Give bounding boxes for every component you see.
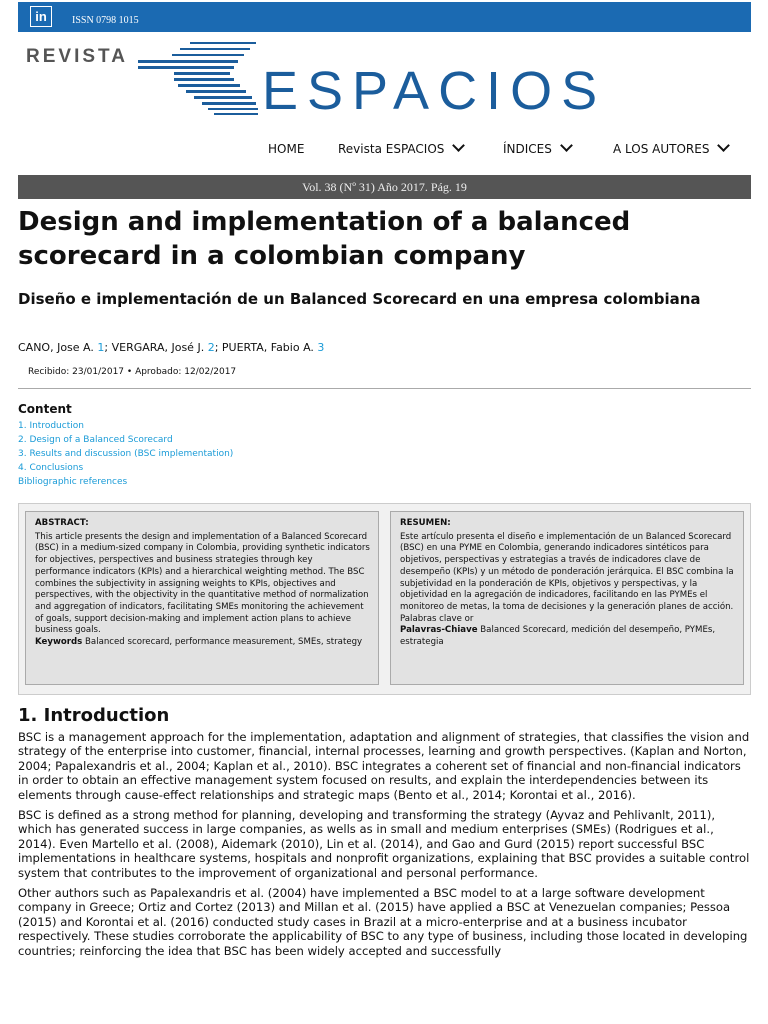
author-ref-link[interactable]: 2 — [207, 341, 215, 354]
nav-home-label: HOME — [268, 142, 305, 156]
palavras-text: Balanced Scorecard, medición del desempeño, PYMEs, estrategia — [400, 625, 716, 648]
paragraph: Other authors such as Papalexandris et al. (2004) have implemented a BSC model to at a large software development company in Greece; Ortiz and Cortez (2013) and Millan et al. (2015) have applied a BSC at Venezuelan companies; Pessoa (2015) and Korontai et al. (2016) conducted study cases in Brazil at a micro-enterprise and at a business incubator respectively. These studies corroborate the applicability of BSC to any type of business, including those located in developing countries; reinforcing the idea that BSC has been widely accepted and successfully — [18, 886, 748, 958]
toc-link[interactable]: 4. Conclusions — [18, 463, 84, 473]
nav-home[interactable] — [268, 142, 304, 156]
author-name: CANO, Jose A. — [18, 341, 94, 354]
resumen-column — [390, 511, 744, 685]
resumen-heading: RESUMEN: — [400, 518, 451, 528]
content-heading: Content — [18, 402, 72, 416]
volume-bar: Vol. 38 (Nº 31) Año 2017. Pág. 19 — [18, 175, 751, 199]
keywords-label: Keywords — [35, 637, 83, 648]
logo-espacios-text[interactable]: ESPACIOS — [262, 61, 607, 121]
chevron-down-icon — [560, 139, 573, 152]
nav-indices-label: ÍNDICES — [503, 142, 552, 156]
author-ref-link[interactable]: 1 — [97, 341, 105, 354]
divider — [18, 388, 751, 389]
abstract-box — [18, 503, 751, 695]
issn-label: ISSN 0798 1015 — [72, 15, 139, 26]
paragraph: BSC is defined as a strong method for planning, developing and transforming the strategy (Ayvaz and Pehlivanlt, 2011), which has generated success in large companies, as wells as in small and medium enterprises (SMEs) (Rodrigues et al., 2014). Even Martello et al. (2008), Aidemark (2010), Lin et al. (2014), and Gao and Gurd (2015) report successful BSC implementations in healthcare systems, hospitals and nonprofit organizations, explaining that BSC provides a suitable control system that contributes to the improvement of organizational and personal performance. — [18, 808, 750, 880]
abstract-text: This article presents the design and implementation of a Balanced Scorecard (BSC) in a medium-sized company in Colombia, providing synthetic indicators for objectives, perspectives and business strategies through key performance indicators (KPIs) and a hierarchical weighting method. The BSC combines the subjectivity in assigning weights to KPIs, objectives and perspectives, with the objectivity in the quantitative method of normalization and aggregation of indicators, facilitating SMEs monitoring the achievement of goals, support decision-making and implement action plans to achieve business goals. — [35, 531, 370, 636]
author-name: PUERTA, Fabio A. — [221, 341, 314, 354]
introduction-body — [18, 730, 751, 964]
abstract-heading: ABSTRACT: — [35, 518, 89, 528]
palavras-label: Palavras-Chiave — [400, 625, 478, 636]
article-title: Design and implementation of a balanced scorecard in a colombian company — [18, 207, 631, 271]
author-ref-link[interactable]: 3 — [317, 341, 325, 354]
nav-autores-label: A LOS AUTORES — [613, 142, 710, 156]
nav-revista-espacios[interactable] — [338, 142, 463, 156]
linkedin-icon[interactable]: in — [30, 6, 52, 27]
chevron-down-icon — [453, 139, 466, 152]
keywords-text: Balanced scorecard, performance measurement, SMEs, strategy — [85, 637, 363, 648]
logo-revista-text: REVISTA — [26, 46, 128, 67]
authors-line: CANO, Jose A. 1; VERGARA, José J. 2; PUERTA, Fabio A. 3 — [18, 341, 325, 354]
toc-link[interactable]: 1. Introduction — [18, 421, 84, 431]
toc-link[interactable]: 3. Results and discussion (BSC implementation) — [18, 449, 234, 459]
nav-indices[interactable] — [503, 142, 571, 156]
article-subtitle: Diseño e implementación de un Balanced Scorecard en una empresa colombiana — [18, 290, 701, 308]
section-heading-introduction: 1. Introduction — [18, 705, 170, 726]
author-name: VERGARA, José J. — [111, 341, 205, 354]
toc-link[interactable]: Bibliographic references — [18, 477, 128, 487]
paragraph: BSC is a management approach for the implementation, adaptation and alignment of strategies, that classifies the vision and strategy of the enterprise into customer, financial, internal processes, learning and growth perspectives. (Kaplan and Norton, 2004; Papalexandris et al., 2004; Kaplan et al., 2010). BSC integrates a coherent set of financial and non-financial indicators in order to obtain an effective management system focused on results, and explain the interdependencies between its elements through cause-effect relationships and strategic maps (Bento et al., 2014; Korontai et al., 2016). — [18, 730, 750, 802]
chevron-down-icon — [718, 139, 731, 152]
nav-revista-label: Revista ESPACIOS — [338, 142, 445, 156]
abstract-column — [25, 511, 379, 685]
nav-a-los-autores[interactable] — [613, 142, 728, 156]
table-of-contents — [18, 419, 233, 489]
received-approved-dates: Recibido: 23/01/2017 • Aprobado: 12/02/2017 — [28, 367, 237, 377]
resumen-text: Este artículo presenta el diseño e implementación de un Balanced Scorecard (BSC) en una PYME en Colombia, generando indicadores sintéticos para objetivos, perspectivas y estrategias a través de indicadores clave de desempeño (KPIs) y un método de ponderación jerárquica. El BSC combina la subjetividad en la ponderación de KPIs, objetivos y perspectivas, y la objetividad en la agregación de indicadores, facilitando en las PYMEs el monitoreo de metas, la toma de decisiones y la generación planes de acción. Palabras clave or — [400, 531, 734, 624]
top-bar — [18, 2, 751, 32]
toc-link[interactable]: 2. Design of a Balanced Scorecard — [18, 435, 173, 445]
